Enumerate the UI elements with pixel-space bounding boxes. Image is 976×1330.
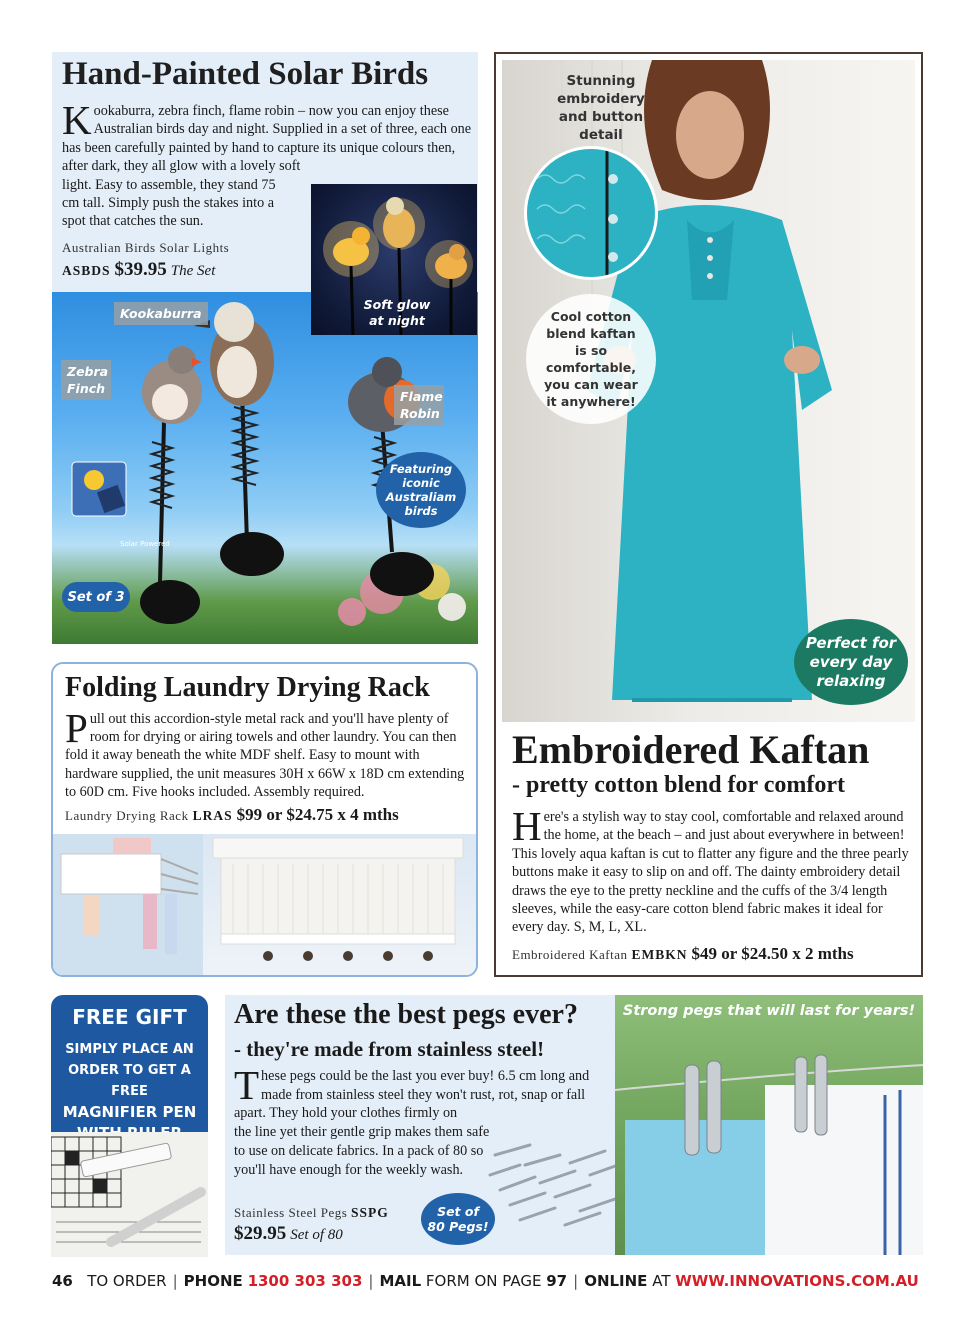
laundry-rack-price: $99 or $24.75 x 4 mths bbox=[236, 805, 399, 824]
pegs-photo bbox=[615, 995, 923, 1255]
laundry-rack-title: Folding Laundry Drying Rack bbox=[65, 672, 430, 703]
embroidery-callout: Stunning embroidery and button detail bbox=[557, 73, 645, 143]
solar-birds-panel bbox=[52, 52, 478, 644]
to-order-text: TO ORDER bbox=[87, 1272, 167, 1290]
pegs-code: SSPG bbox=[351, 1205, 389, 1220]
pegs-dropcap: T bbox=[234, 1062, 260, 1108]
solar-birds-body-narrow: light. Easy to assemble, they stand 75 cm tall. Simply push the stakes into a spot that catches the sun. bbox=[62, 176, 276, 230]
embroidery-detail-circle bbox=[524, 146, 658, 280]
magnifier-pen-illustration bbox=[51, 1132, 208, 1257]
laundry-rack-illustration bbox=[53, 834, 476, 975]
kaftan-body: ere's a stylish way to stay cool, comfortable and relaxed around the home, at the beach – and just about everywhere in between! This lovely aqua kaftan is cut to flatter any figure and the three pearly buttons make it easy to slip on and off. The dainty embroidery detail draws the eye to the pretty neckline and the cuffs of the 3/4 length sleeves, while the easy-care cotton blend fabric makes it ideal for every day. S, M, L, XL. bbox=[512, 809, 909, 936]
website-link[interactable]: WWW.INNOVATIONS.COM.AU bbox=[675, 1272, 919, 1290]
pegs-panel bbox=[225, 995, 923, 1255]
solar-birds-title: Hand-Painted Solar Birds bbox=[62, 56, 429, 92]
pegs-subtitle: - they're made from stainless steel! bbox=[234, 1037, 545, 1061]
magnifier-pen-photo bbox=[51, 1132, 208, 1257]
solar-birds-price: $39.95 bbox=[114, 259, 167, 280]
kaftan-subtitle: - pretty cotton blend for comfort bbox=[512, 772, 846, 798]
solar-birds-dropcap: K bbox=[62, 97, 92, 143]
phone-label: PHONE bbox=[183, 1272, 243, 1290]
mail-text: FORM ON PAGE bbox=[425, 1272, 542, 1290]
zebra-finch-tag: Zebra Finch bbox=[61, 360, 111, 400]
free-gift-text bbox=[51, 1039, 208, 1144]
kaftan-panel bbox=[494, 52, 923, 977]
laundry-rack-body: ull out this accordion-style metal rack and you'll have plenty of room for drying or airing towels and other laundry. You can then fold it away beneath the white MDF shelf. Easy to mount with hardware supplied, the unit measures 30H x 66W x 18D cm extending to 60D cm. Five hooks included. Assembly required. bbox=[65, 711, 465, 800]
online-label: ONLINE bbox=[584, 1272, 648, 1290]
pegs-pile-illustration bbox=[480, 1135, 620, 1235]
solar-birds-unit: The Set bbox=[170, 263, 216, 279]
kaftan-product-name: Embroidered Kaftan bbox=[512, 947, 628, 962]
solar-birds-price-line bbox=[62, 259, 215, 281]
mail-page-number: 97 bbox=[546, 1272, 568, 1290]
kookaburra-tag: Kookaburra bbox=[114, 302, 208, 325]
pegs-product-name: Stainless Steel Pegs bbox=[234, 1205, 348, 1220]
solar-birds-product-name: Australian Birds Solar Lights bbox=[62, 240, 230, 255]
laundry-rack-panel bbox=[51, 662, 478, 977]
laundry-rack-product-name: Laundry Drying Rack bbox=[65, 808, 189, 823]
pegs-on-line-illustration bbox=[615, 995, 923, 1255]
free-gift-line-2: ORDER TO GET A FREE bbox=[68, 1063, 191, 1099]
cotton-callout: Cool cotton blend kaftan is so comfortable, you can wear it anywhere! bbox=[526, 294, 656, 424]
phone-number: 1300 303 303 bbox=[247, 1272, 363, 1290]
pegs-unit: Set of 80 bbox=[290, 1227, 343, 1243]
pegs-body-top: hese pegs could be the last you ever buy! 6.5 cm long and made from stainless steel they won't rust, rot, snap or fall apart. They hold your clothes firmly on bbox=[234, 1068, 590, 1122]
free-gift-line-3: MAGNIFIER PEN bbox=[62, 1103, 197, 1121]
pegs-body-narrow: the line yet their gentle grip makes them safe to use on delicate fabrics. In a pack of 80 so you'll have enough for the weekly wash. bbox=[234, 1124, 490, 1178]
free-gift-line-1: SIMPLY PLACE AN bbox=[65, 1042, 194, 1057]
pegs-price: $29.95 bbox=[234, 1223, 287, 1244]
embroidery-detail-illustration bbox=[527, 149, 658, 280]
pegs-title: Are these the best pegs ever? bbox=[234, 999, 578, 1030]
page-number: 46 bbox=[52, 1272, 73, 1290]
solar-birds-code: ASBDS bbox=[62, 263, 111, 278]
laundry-rack-price-line bbox=[65, 805, 399, 825]
flame-robin-tag: Flame Robin bbox=[394, 385, 444, 425]
set-of-80-badge: Set of 80 Pegs! bbox=[421, 1193, 495, 1245]
kaftan-price: $49 or $24.50 x 2 mths bbox=[691, 944, 854, 963]
laundry-rack-photo bbox=[53, 834, 476, 975]
pegs-product-line bbox=[234, 1205, 389, 1221]
solar-birds-body-wide: ookaburra, zebra finch, flame robin – now you can enjoy these Australian birds day and night. Supplied in a set of three, each one has been carefully painted by hand to capture its unique colours then, after dark, they all glow with a lovely soft bbox=[62, 103, 472, 175]
kaftan-title: Embroidered Kaftan bbox=[512, 727, 870, 772]
pegs-photo-headline: Strong pegs that will last for years! bbox=[622, 1003, 916, 1019]
pegs-price-line bbox=[234, 1223, 343, 1245]
free-gift-headline: FREE GIFT bbox=[72, 1005, 187, 1029]
soft-glow-label: Soft glow at night bbox=[363, 297, 431, 328]
featuring-birds-badge: Featuring iconic Australiam birds bbox=[376, 452, 466, 528]
online-at-text: AT bbox=[652, 1272, 671, 1290]
set-of-3-badge: Set of 3 bbox=[62, 582, 130, 612]
relaxing-badge: Perfect for every day relaxing bbox=[794, 619, 908, 705]
kaftan-description bbox=[512, 803, 910, 937]
order-footer: 46 TO ORDER | PHONE 1300 303 303 | MAIL FORM ON PAGE 97 | ONLINE AT WWW.INNOVATIONS.COM.AU bbox=[52, 1272, 919, 1290]
solar-powered-label: Solar Powered bbox=[120, 540, 170, 548]
laundry-rack-code: LRAS bbox=[192, 808, 233, 823]
mail-label: MAIL bbox=[379, 1272, 422, 1290]
kaftan-code: EMBKN bbox=[631, 947, 688, 962]
kaftan-price-line bbox=[512, 944, 854, 964]
free-gift-panel bbox=[51, 995, 208, 1257]
kaftan-dropcap: H bbox=[512, 803, 542, 849]
laundry-rack-dropcap: P bbox=[65, 705, 88, 751]
laundry-rack-description bbox=[65, 705, 470, 801]
